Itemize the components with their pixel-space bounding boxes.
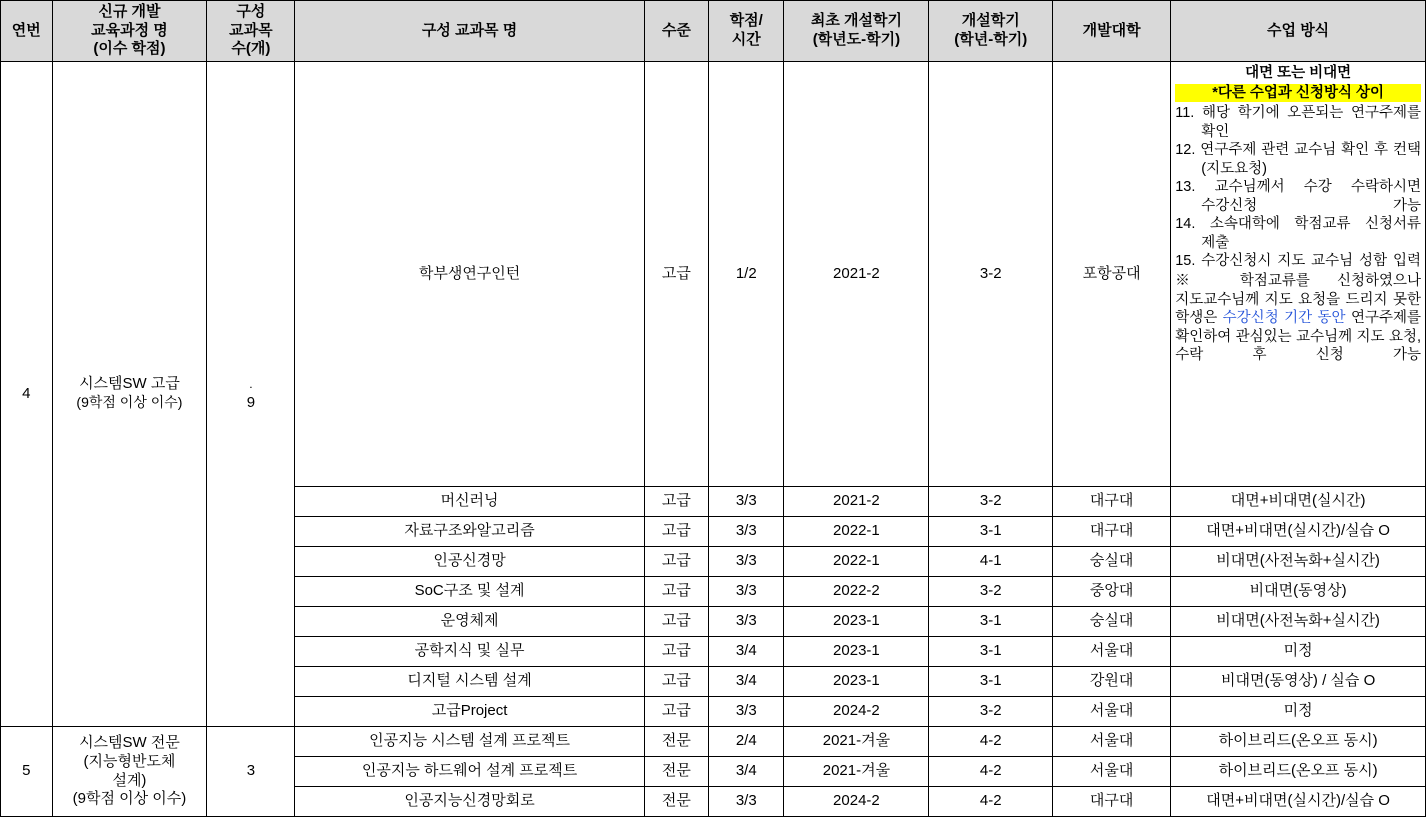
- program-line-4: (9학점 이상 이수): [72, 790, 187, 808]
- subject-credit: 3/3: [709, 607, 784, 637]
- header-mode: 수업 방식: [1171, 1, 1426, 62]
- header-credit-line1: 학점/: [729, 12, 763, 30]
- table-header-row: [1, 1, 1426, 62]
- subject-name: SoC구조 및 설계: [295, 577, 644, 607]
- subject-open-semester: 3-1: [929, 517, 1053, 547]
- subject-open-semester: 3-2: [929, 487, 1053, 517]
- subject-mode: 대면+비대면(실시간)/실습 O: [1171, 787, 1426, 817]
- subject-open-semester: 4-2: [929, 727, 1053, 757]
- subject-university: 대구대: [1053, 487, 1171, 517]
- mode-heading: 대면 또는 비대면: [1245, 65, 1352, 81]
- subject-mode: 대면+비대면(실시간): [1171, 487, 1426, 517]
- subject-name: 디지털 시스템 설계: [295, 667, 644, 697]
- subject-name: 인공지능 시스템 설계 프로젝트: [295, 727, 644, 757]
- subject-level: 고급: [644, 547, 708, 577]
- subject-first-semester: 2021-겨울: [784, 757, 929, 787]
- subject-mode: 미정: [1171, 697, 1426, 727]
- subject-mode: 하이브리드(온오프 동시): [1171, 757, 1426, 787]
- header-count: [207, 1, 295, 62]
- subject-first-semester: 2023-1: [784, 607, 929, 637]
- subject-university: 숭실대: [1053, 547, 1171, 577]
- subject-credit: 3/3: [709, 517, 784, 547]
- subject-mode: 비대면(동영상) / 실습 O: [1171, 667, 1426, 697]
- header-university: 개발대학: [1053, 1, 1171, 62]
- header-credit-line2: 시간: [731, 31, 761, 48]
- subject-mode-detail: [1171, 62, 1426, 487]
- subject-university: 서울대: [1053, 727, 1171, 757]
- table-row: [1, 62, 1426, 487]
- header-program: [52, 1, 207, 62]
- subject-credit: 3/3: [709, 787, 784, 817]
- mode-note-prefix: ※ 학점교류를 신청하였으나 지도교수님께 지도 요청을 드리지 못한 학생은: [1175, 273, 1421, 327]
- subject-name: 고급Project: [295, 697, 644, 727]
- subject-credit: 3/4: [709, 757, 784, 787]
- mode-note-suffix: 연구주제를 확인하여 관심있는 교수님께 지도 요청, 수락 후 신청 가능: [1175, 310, 1421, 364]
- subject-university: 강원대: [1053, 667, 1171, 697]
- subject-university: 중앙대: [1053, 577, 1171, 607]
- group-no: 4: [1, 62, 53, 727]
- group-no: 5: [1, 727, 53, 817]
- program-line-2: (9학점 이상 이수): [76, 394, 183, 410]
- program-line-2: (지능형반도체: [83, 752, 176, 770]
- header-open-semester: [929, 1, 1053, 62]
- subject-mode: 대면+비대면(실시간)/실습 O: [1171, 517, 1426, 547]
- subject-open-semester: 4-2: [929, 757, 1053, 787]
- bottom-spacer: [0, 817, 1426, 823]
- program-line-1: 시스템SW 전문: [79, 734, 180, 751]
- subject-name: 머신러닝: [295, 487, 644, 517]
- subject-mode: 하이브리드(온오프 동시): [1171, 727, 1426, 757]
- header-subject: 구성 교과목 명: [295, 1, 644, 62]
- subject-university: 숭실대: [1053, 607, 1171, 637]
- subject-credit: 3/3: [709, 697, 784, 727]
- subject-mode: 비대면(동영상): [1171, 577, 1426, 607]
- mode-step-13: 13. 교수님께서 수강 수락하시면 수강신청 가능: [1175, 179, 1421, 214]
- header-count-line2: 교과목: [229, 21, 273, 39]
- group-subject-count: [207, 62, 295, 727]
- header-level: 수준: [644, 1, 708, 62]
- count-value: 9: [246, 394, 256, 411]
- header-first-semester: [784, 1, 929, 62]
- subject-first-semester: 2023-1: [784, 667, 929, 697]
- header-program-line3: (이수 학점): [93, 40, 166, 58]
- subject-open-semester: 3-1: [929, 637, 1053, 667]
- subject-credit: 3/3: [709, 547, 784, 577]
- subject-mode: 비대면(사전녹화+실시간): [1171, 607, 1426, 637]
- subject-level: 고급: [644, 607, 708, 637]
- subject-first-semester: 2021-겨울: [784, 727, 929, 757]
- subject-first-semester: 2022-2: [784, 577, 929, 607]
- subject-level: 고급: [644, 637, 708, 667]
- mode-warning: *다른 수업과 신청방식 상이: [1175, 84, 1421, 103]
- subject-first-semester: 2022-1: [784, 547, 929, 577]
- subject-name: 인공지능신경망회로: [295, 787, 644, 817]
- header-first-line1: 최초 개설학기: [810, 12, 902, 30]
- count-mark: .: [249, 377, 253, 392]
- group-program-name: [52, 727, 207, 817]
- subject-first-semester: 2023-1: [784, 637, 929, 667]
- mode-step-12: 12. 연구주제 관련 교수님 확인 후 컨택(지도요청): [1175, 142, 1421, 177]
- header-open-line2: (학년-학기): [954, 31, 1028, 48]
- subject-name: 학부생연구인턴: [295, 62, 644, 487]
- table-row: [1, 727, 1426, 757]
- group-subject-count: 3: [207, 727, 295, 817]
- subject-credit: 3/3: [709, 577, 784, 607]
- mode-step-11: 11. 해당 학기에 오픈되는 연구주제를 확인: [1175, 105, 1421, 140]
- header-open-line1: 개설학기: [961, 12, 1020, 30]
- subject-credit: 3/4: [709, 637, 784, 667]
- subject-university: 대구대: [1053, 787, 1171, 817]
- subject-university: 서울대: [1053, 757, 1171, 787]
- subject-open-semester: 3-2: [929, 697, 1053, 727]
- subject-level: 전문: [644, 787, 708, 817]
- subject-open-semester: 3-1: [929, 607, 1053, 637]
- subject-university: 서울대: [1053, 637, 1171, 667]
- subject-level: 고급: [644, 62, 708, 487]
- header-count-line3: 수(개): [231, 40, 271, 58]
- group-program-name: [52, 62, 207, 727]
- subject-level: 고급: [644, 667, 708, 697]
- subject-name: 자료구조와알고리즘: [295, 517, 644, 547]
- header-program-line2: 교육과정 명: [91, 21, 168, 39]
- subject-level: 고급: [644, 487, 708, 517]
- subject-credit: 3/4: [709, 667, 784, 697]
- header-no: 연번: [1, 1, 53, 62]
- program-line-3: 설계): [112, 771, 147, 789]
- mode-step-15: 15. 수강신청시 지도 교수님 성함 입력: [1175, 253, 1421, 270]
- subject-open-semester: 3-1: [929, 667, 1053, 697]
- subject-university: 포항공대: [1053, 62, 1171, 487]
- subject-open-semester: 3-2: [929, 62, 1053, 487]
- subject-university: 대구대: [1053, 517, 1171, 547]
- subject-first-semester: 2024-2: [784, 787, 929, 817]
- header-credit: [709, 1, 784, 62]
- subject-level: 고급: [644, 697, 708, 727]
- subject-name: 공학지식 및 실무: [295, 637, 644, 667]
- subject-name: 운영체제: [295, 607, 644, 637]
- header-count-line1: 구성: [236, 2, 266, 20]
- subject-mode: 미정: [1171, 637, 1426, 667]
- subject-mode: 비대면(사전녹화+실시간): [1171, 547, 1426, 577]
- mode-note-highlight: 수강신청 기간 동안: [1222, 310, 1346, 327]
- subject-open-semester: 4-1: [929, 547, 1053, 577]
- mode-note: [1175, 272, 1421, 365]
- program-line-1: 시스템SW 고급: [79, 375, 180, 393]
- subject-first-semester: 2024-2: [784, 697, 929, 727]
- subject-university: 서울대: [1053, 697, 1171, 727]
- subject-level: 고급: [644, 517, 708, 547]
- subject-first-semester: 2021-2: [784, 62, 929, 487]
- header-first-line2: (학년도-학기): [812, 31, 901, 48]
- subject-credit: 3/3: [709, 487, 784, 517]
- subject-open-semester: 3-2: [929, 577, 1053, 607]
- subject-level: 전문: [644, 727, 708, 757]
- subject-level: 전문: [644, 757, 708, 787]
- subject-credit: 1/2: [709, 62, 784, 487]
- subject-level: 고급: [644, 577, 708, 607]
- subject-name: 인공지능 하드웨어 설계 프로젝트: [295, 757, 644, 787]
- subject-first-semester: 2021-2: [784, 487, 929, 517]
- subject-open-semester: 4-2: [929, 787, 1053, 817]
- subject-credit: 2/4: [709, 727, 784, 757]
- subject-first-semester: 2022-1: [784, 517, 929, 547]
- mode-step-14: 14. 소속대학에 학점교류 신청서류 제출: [1175, 216, 1421, 251]
- subject-name: 인공신경망: [295, 547, 644, 577]
- header-program-line1: 신규 개발: [98, 2, 161, 20]
